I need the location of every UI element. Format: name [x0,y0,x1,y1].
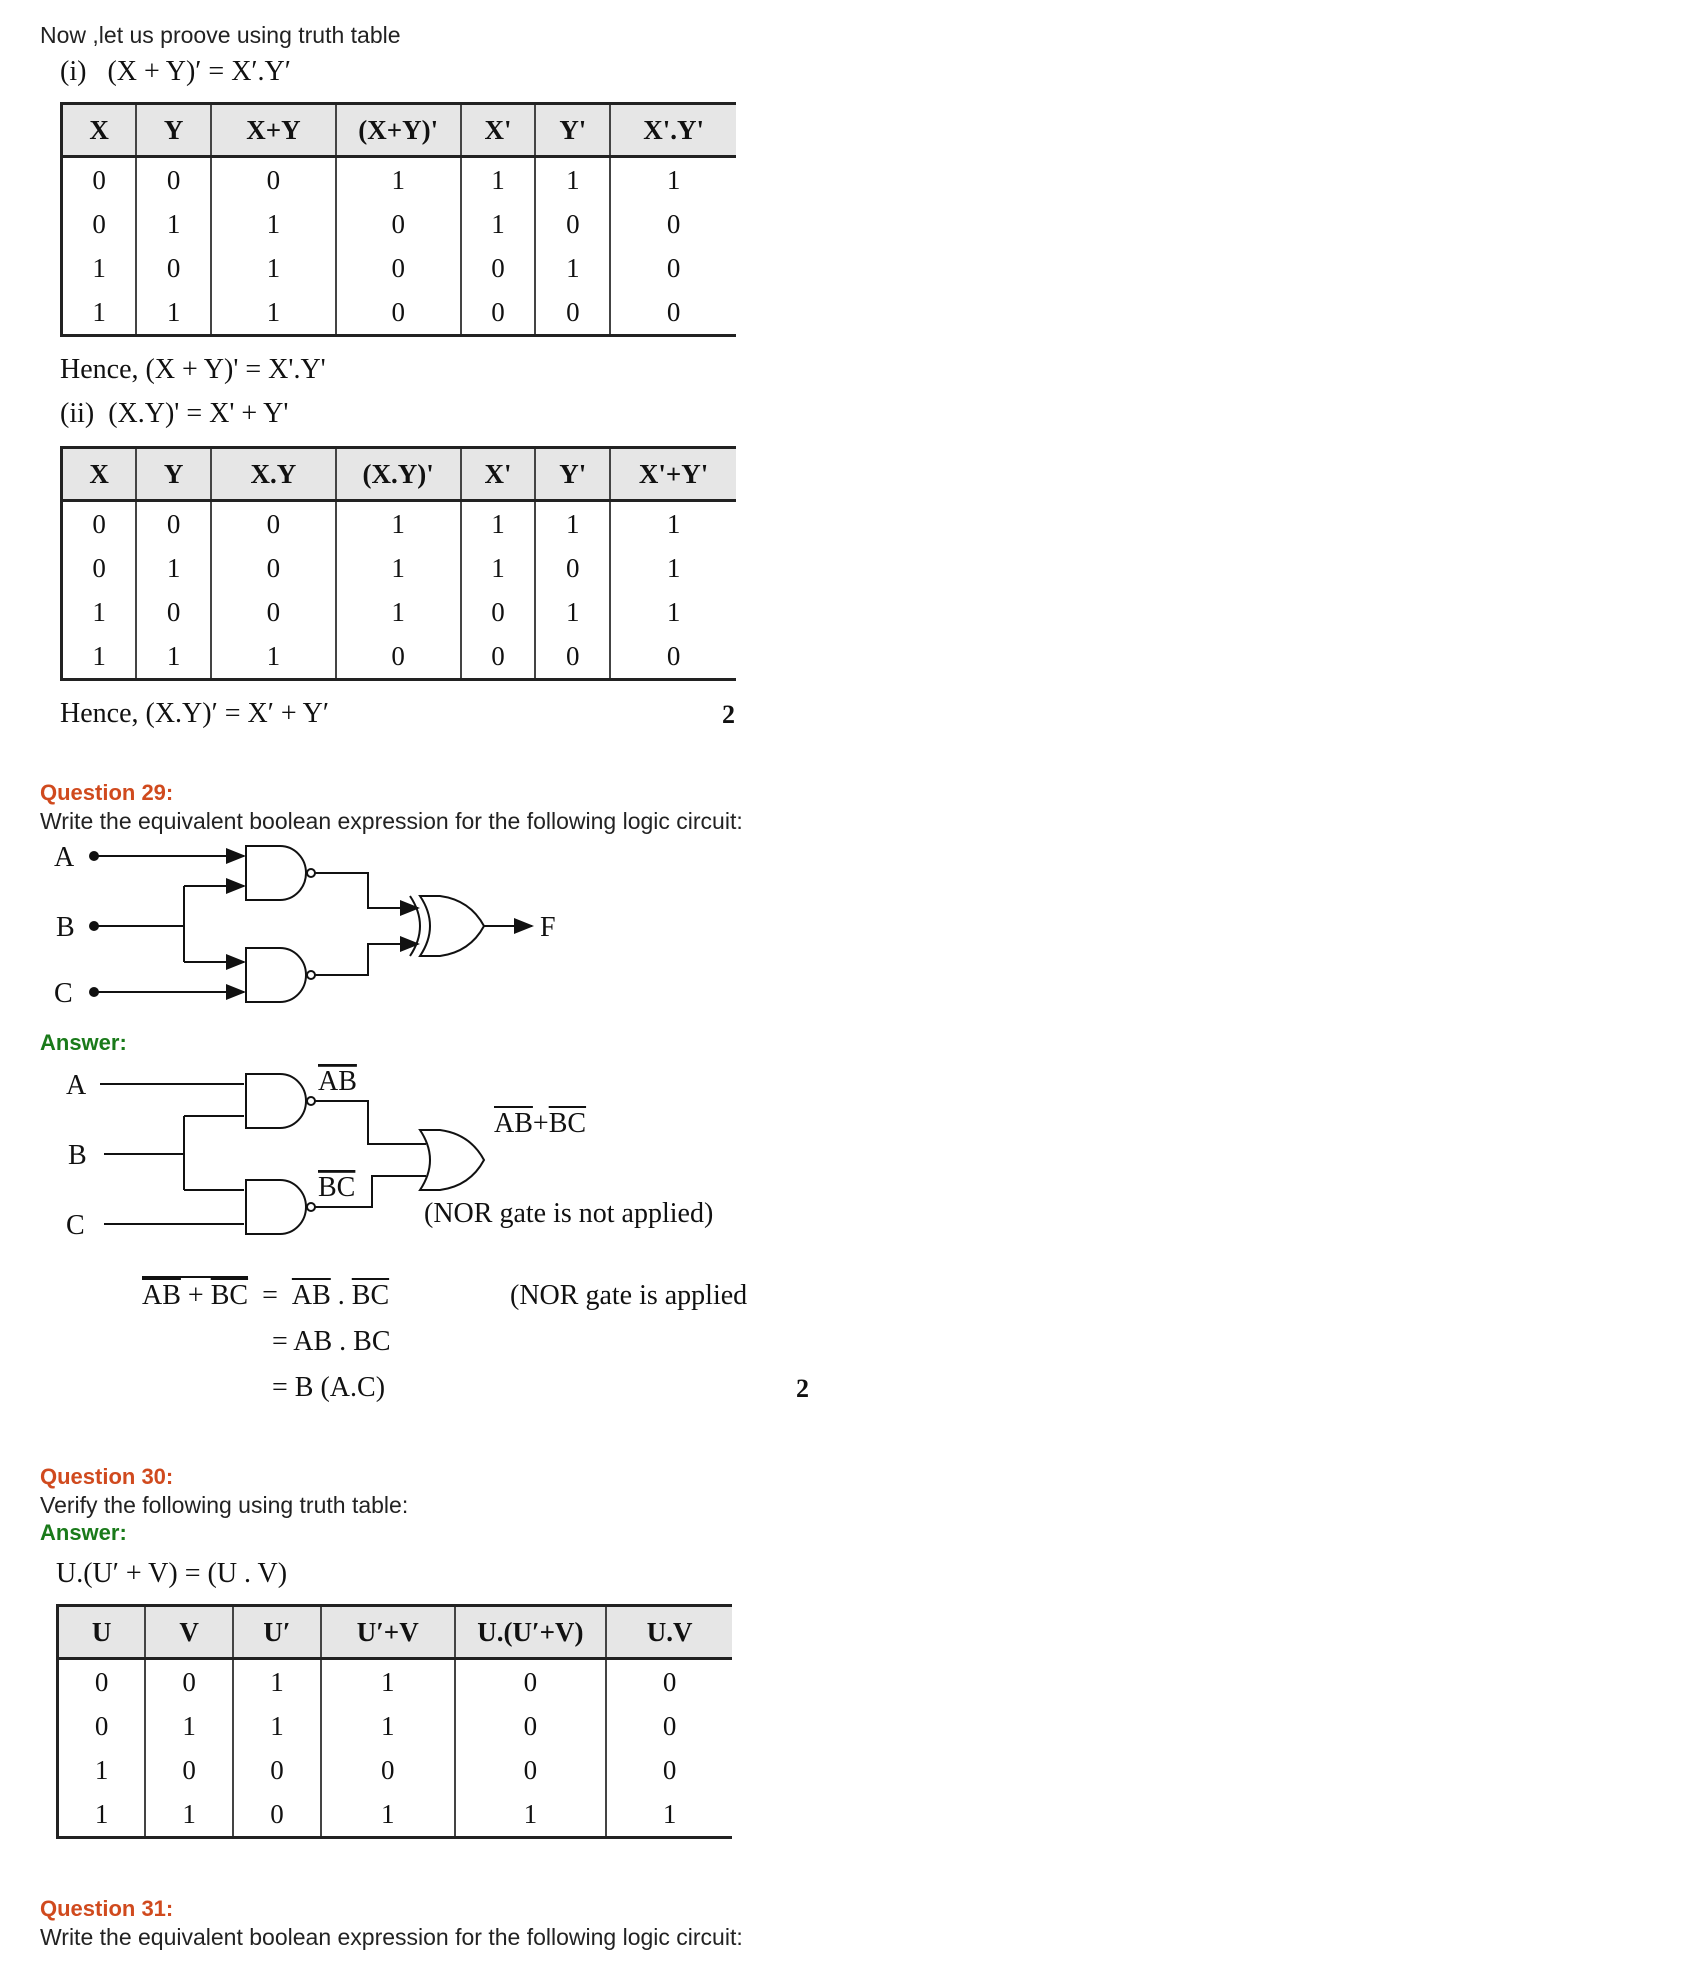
table-cell: 1 [233,1704,321,1748]
ans-nand-gate-2 [246,1180,306,1234]
table-cell: 0 [606,1748,732,1792]
part2-heading [60,398,288,430]
table-cell: 1 [461,546,536,590]
table-cell: 1 [136,290,211,336]
part1-label: (i) [60,56,87,87]
table-cell: 1 [610,501,736,547]
table-cell: 1 [336,501,461,547]
table-cell: 0 [336,290,461,336]
table-cell: 1 [461,202,536,246]
ans-input-c-label: C [66,1210,85,1240]
part2-expression: (X.Y)' = X' + Y' [108,398,289,429]
or-gate-back-outer [410,896,420,956]
eq1-lhs [142,1276,248,1311]
truth-table-2 [60,446,736,681]
table-cell: 1 [233,1659,321,1705]
eq1-plus: + [180,1280,211,1311]
column-header: Y' [535,448,610,501]
table-cell: 1 [606,1792,732,1838]
table-header-row [62,448,737,501]
table-cell: 1 [136,546,211,590]
question-30-text: Verify the following using truth table: [40,1492,409,1518]
wire-g1-to-or [315,873,418,908]
table-cell: 0 [535,546,610,590]
table-cell: 1 [455,1792,607,1838]
table-cell: 0 [321,1748,455,1792]
table-cell: 1 [535,246,610,290]
column-header: (X.Y)' [336,448,461,501]
table-cell: 0 [606,1704,732,1748]
table-cell: 1 [336,590,461,634]
input-b-label: B [56,912,75,943]
column-header: U′+V [321,1606,455,1659]
part2-marks: 2 [722,700,735,729]
table-cell: 0 [62,202,137,246]
table-cell: 1 [336,157,461,203]
table-cell: 1 [62,290,137,336]
or-gate [420,896,484,956]
derivation-line-3: = B (A.C) [272,1372,386,1403]
question-30-title: Question 30: [40,1464,174,1489]
part2-label: (ii) [60,398,95,429]
column-header: X' [461,448,536,501]
column-header: X+Y [211,104,336,157]
table-cell: 1 [610,546,736,590]
table-cell: 1 [461,501,536,547]
table-cell: 0 [461,590,536,634]
table-row [62,246,737,290]
ans-input-b-label: B [68,1140,87,1171]
table-cell: 1 [321,1704,455,1748]
nor-applied-note: (NOR gate is applied [510,1280,748,1311]
table-cell: 0 [62,157,137,203]
table-cell: 0 [58,1704,146,1748]
question-31-title: Question 31: [40,1896,174,1921]
table-cell: 0 [136,246,211,290]
output-f-label: F [540,912,556,943]
table-cell: 0 [535,202,610,246]
table-row [62,590,737,634]
derivation-line-2: = AB . BC [272,1326,391,1357]
table-cell: 0 [211,546,336,590]
wire-g2-to-or [315,944,418,975]
table-row [58,1704,733,1748]
table-cell: 1 [610,157,736,203]
table-cell: 1 [610,590,736,634]
ans-nand-gate-1 [246,1074,306,1128]
table-cell: 1 [211,290,336,336]
nand-gate-2 [246,948,306,1002]
question-31-text: Write the equivalent boolean expression for the following logic circuit: [40,1924,743,1950]
column-header: U′ [233,1606,321,1659]
nand-bubble-1 [307,869,315,877]
table-cell: 1 [58,1748,146,1792]
table-cell: 0 [211,501,336,547]
ans-or-ab: $\overline{AB}$ [494,1108,533,1139]
column-header: X [62,448,137,501]
table-cell: 1 [211,202,336,246]
table-cell: 0 [233,1748,321,1792]
eq1-ab: $\overline{AB}$ [142,1280,181,1311]
intro-text: Now ,let us proove using truth table [40,22,401,48]
table-cell: 0 [455,1704,607,1748]
table-cell: 0 [461,634,536,680]
ans-ab-label: AB [318,1066,357,1097]
table-cell: 0 [610,202,736,246]
nand-bubble-2 [307,971,315,979]
table-cell: 0 [62,546,137,590]
question-29-answer-label: Answer: [40,1030,127,1055]
table-cell: 0 [233,1792,321,1838]
table-cell: 1 [145,1792,233,1838]
ans-or-bc: $\overline{BC}$ [548,1108,587,1139]
table-cell: 0 [461,246,536,290]
column-header: X.Y [211,448,336,501]
table-row [58,1748,733,1792]
table-cell: 0 [610,634,736,680]
column-header: (X+Y)' [336,104,461,157]
table-cell: 1 [535,590,610,634]
table-row [62,202,737,246]
derivation-line-1 [142,1280,389,1312]
table-row [62,634,737,680]
table-cell: 1 [535,157,610,203]
table-cell: 1 [145,1704,233,1748]
table-cell: 0 [145,1659,233,1705]
nor-not-applied-note: (NOR gate is not applied) [424,1198,714,1229]
truth-table-1 [60,102,736,337]
part1-hence: Hence, (X + Y)' = X'.Y' [60,354,326,385]
part1-heading [60,56,291,88]
column-header: U.V [606,1606,732,1659]
question-29-text: Write the equivalent boolean expression for the following logic circuit: [40,808,743,834]
ans-or-gate [420,1130,484,1190]
table-cell: 0 [211,157,336,203]
truth-table-3 [56,1604,732,1839]
table-cell: 0 [336,634,461,680]
eq1-dot: . [330,1280,352,1311]
table-cell: 1 [535,501,610,547]
column-header: U.(U′+V) [455,1606,607,1659]
table-cell: 0 [455,1659,607,1705]
table-row [62,290,737,336]
ans-nand-bubble-2 [307,1203,315,1211]
table-cell: 0 [136,157,211,203]
question-30-answer-label: Answer: [40,1520,127,1545]
column-header: V [145,1606,233,1659]
table-cell: 1 [62,590,137,634]
eq1-bc: $\overline{BC}$ [210,1280,249,1311]
nand-gate-1 [246,846,306,900]
table-cell: 0 [610,246,736,290]
table-header-row [58,1606,733,1659]
table-cell: 1 [136,634,211,680]
column-header: X'+Y' [610,448,736,501]
table-cell: 0 [62,501,137,547]
part2-hence: Hence, (X.Y)′ = X′ + Y′ [60,698,329,729]
table-cell: 1 [336,546,461,590]
column-header: Y' [535,104,610,157]
column-header: U [58,1606,146,1659]
table-cell: 1 [136,202,211,246]
q29-logic-circuit [0,840,700,1020]
table-cell: 1 [62,634,137,680]
table-cell: 0 [211,590,336,634]
input-c-label: C [54,978,73,1009]
table-row [58,1792,733,1838]
eq1-rhs-bc: $\overline{BC}$ [351,1280,390,1311]
ans-bc-label: BC [318,1172,356,1203]
q30-expression: U.(U′ + V) = (U . V) [56,1558,288,1589]
table-cell: 0 [535,290,610,336]
table-row [62,546,737,590]
table-row [62,501,737,547]
column-header: Y [136,104,211,157]
table-cell: 1 [211,246,336,290]
table-cell: 1 [461,157,536,203]
table-cell: 1 [58,1792,146,1838]
column-header: Y [136,448,211,501]
ans-input-a-label: A [66,1070,87,1101]
part1-expression: (X + Y)′ = X′.Y′ [107,56,291,87]
table-cell: 0 [58,1659,146,1705]
column-header: X [62,104,137,157]
table-cell: 0 [535,634,610,680]
table-cell: 0 [610,290,736,336]
ans-wire-g1-or [315,1101,426,1144]
table-cell: 0 [455,1748,607,1792]
column-header: X' [461,104,536,157]
table-cell: 0 [606,1659,732,1705]
table-cell: 0 [136,501,211,547]
table-cell: 0 [136,590,211,634]
table-row [62,157,737,203]
question-29-title: Question 29: [40,780,174,805]
eq1-equals: = [262,1280,278,1311]
eq1-rhs-ab: $\overline{AB}$ [291,1280,331,1311]
q29-marks: 2 [796,1374,809,1403]
table-cell: 1 [62,246,137,290]
table-cell: 1 [321,1792,455,1838]
column-header: X'.Y' [610,104,736,157]
table-header-row [62,104,737,157]
table-cell: 1 [211,634,336,680]
table-cell: 0 [336,246,461,290]
table-row [58,1659,733,1705]
ans-or-output-expr [494,1108,586,1140]
input-a-label: A [54,842,75,873]
ans-nand-bubble-1 [307,1097,315,1105]
table-cell: 0 [461,290,536,336]
table-cell: 1 [321,1659,455,1705]
table-cell: 0 [336,202,461,246]
table-cell: 0 [145,1748,233,1792]
ans-or-plus: + [532,1108,549,1139]
